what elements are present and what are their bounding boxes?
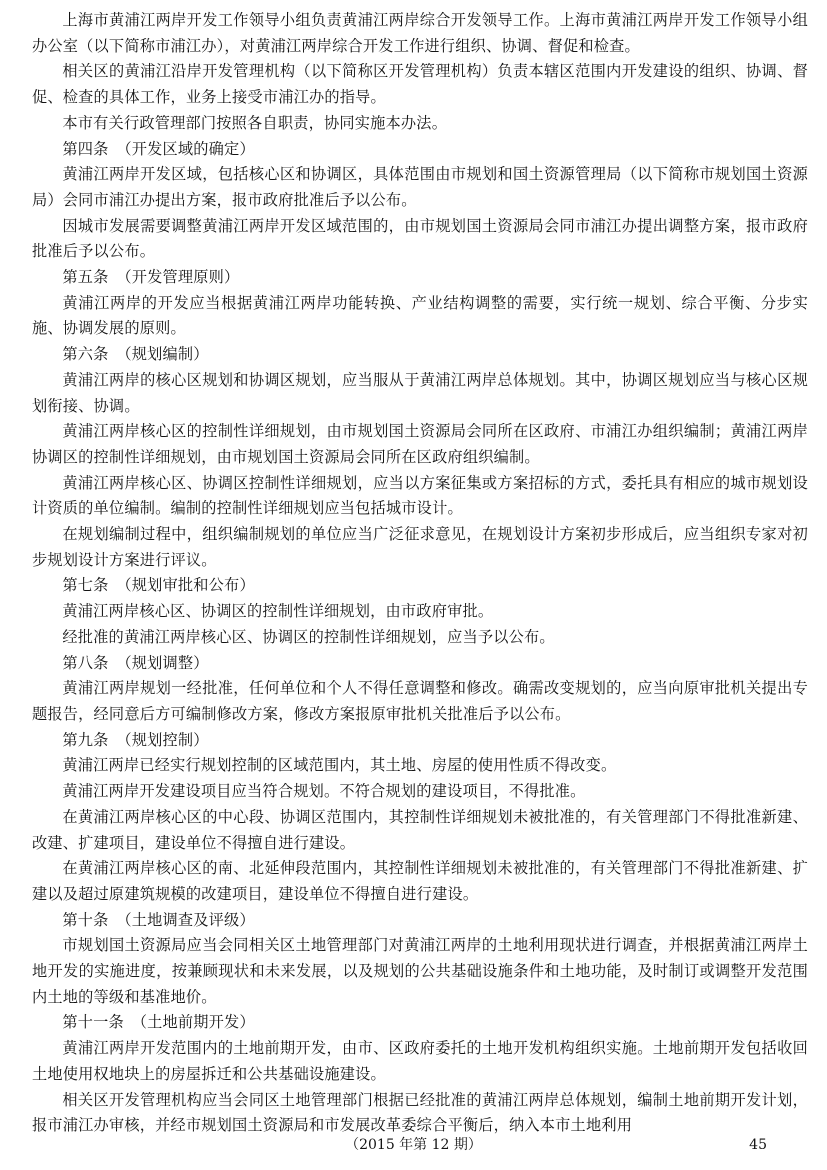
body-paragraph: 黄浦江两岸核心区、协调区的控制性详细规划，由市政府审批。 [62,602,494,621]
body-paragraph: 上海市黄浦江两岸开发工作领导小组负责黄浦江两岸综合开发领导工作。上海市黄浦江两岸开发工作领导小组办公室（以下简称市浦江办），对黄浦江两岸综合开发工作进行组织、协调、督促和检查。 [32,11,808,55]
body-paragraph: 在规划编制过程中，组织编制规划的单位应当广泛征求意见，在规划设计方案初步形成后，应当组织专家对初步规划设计方案进行评议。 [32,525,808,569]
body-paragraph: 经批准的黄浦江两岸核心区、协调区的控制性详细规划，应当予以公布。 [62,627,555,646]
article-heading: 第六条 （规划编制） [62,345,209,364]
body-paragraph: 黄浦江两岸已经实行规划控制的区域范围内，其土地、房屋的使用性质不得改变。 [62,756,617,775]
body-paragraph: 因城市发展需要调整黄浦江两岸开发区域范围的，由市规划国土资源局会同市浦江办提出调整方案，报市政府批准后予以公布。 [32,216,808,261]
issue-label: （2015 年第 12 期） [345,1137,482,1153]
body-paragraph: 黄浦江两岸规划一经批准，任何单位和个人不得任意调整和修改。确需改变规划的，应当向原审批机关提出专题报告，经同意后方可编制修改方案，修改方案报原审批机关批准后予以公布。 [32,679,808,723]
body-paragraph: 黄浦江两岸开发范围内的土地前期开发，由市、区政府委托的土地开发机构组织实施。土地前期开发包括收回土地使用权地块上的房屋拆迁和公共基础设施建设。 [32,1039,808,1083]
article-heading: 第五条 （开发管理原则） [62,268,240,287]
body-paragraph: 在黄浦江两岸核心区的南、北延伸段范围内，其控制性详细规划未被批准的，有关管理部门不得批准新建、扩建以及超过原建筑规模的改建项目，建设单位不得擅自进行建设。 [32,859,808,903]
body-paragraph: 本市有关行政管理部门按照各自职责，协同实施本办法。 [62,113,448,132]
article-heading: 第九条 （规划控制） [62,730,209,749]
body-paragraph: 市规划国土资源局应当会同相关区土地管理部门对黄浦江两岸的土地利用现状进行调查，并根据黄浦江两岸土地开发的实施进度，按兼顾现状和未来发展，以及规划的公共基础设施条件和土地功能，及时制订或调整开发范围内土地的等级和基准地价。 [32,936,808,1006]
body-paragraph: 黄浦江两岸开发区域，包括核心区和协调区，具体范围由市规划和国土资源管理局（以下简称市规划国土资源局）会同市浦江办提出方案，报市政府批准后予以公布。 [32,165,808,209]
page-number: 45 [749,1137,767,1153]
article-heading: 第四条 （开发区域的确定） [62,139,255,158]
article-heading: 第十条 （土地调查及评级） [62,910,255,929]
document-body [32,8,808,1139]
body-paragraph: 黄浦江两岸开发建设项目应当符合规划。不符合规划的建设项目，不得批准。 [62,782,586,801]
page-footer [0,1133,827,1157]
body-paragraph: 黄浦江两岸核心区、协调区控制性详细规划，应当以方案征集或方案招标的方式，委托具有相应的城市规划设计资质的单位编制。编制的控制性详细规划应当包括城市设计。 [32,473,808,518]
article-heading: 第八条 （规划调整） [62,653,209,672]
body-paragraph: 黄浦江两岸的核心区规划和协调区规划，应当服从于黄浦江两岸总体规划。其中，协调区规划应当与核心区规划衔接、协调。 [32,370,808,415]
body-paragraph: 相关区的黄浦江沿岸开发管理机构（以下简称区开发管理机构）负责本辖区范围内开发建设的组织、协调、督促、检查的具体工作，业务上接受市浦江办的指导。 [32,62,808,107]
body-paragraph: 在黄浦江两岸核心区的中心段、协调区范围内，其控制性详细规划未被批准的，有关管理部门不得批准新建、改建、扩建项目，建设单位不得擅自进行建设。 [32,807,808,852]
article-heading: 第十一条 （土地前期开发） [62,1013,255,1032]
body-paragraph: 黄浦江两岸的开发应当根据黄浦江两岸功能转换、产业结构调整的需要，实行统一规划、综合平衡、分步实施、协调发展的原则。 [32,293,808,338]
body-paragraph: 黄浦江两岸核心区的控制性详细规划，由市规划国土资源局会同所在区政府、市浦江办组织编制；黄浦江两岸协调区的控制性详细规划，由市规划国土资源局会同所在区政府组织编制。 [32,422,808,466]
body-paragraph: 相关区开发管理机构应当会同区土地管理部门根据已经批准的黄浦江两岸总体规划，编制土地前期开发计划，报市浦江办审核，并经市规划国土资源局和市发展改革委综合平衡后，纳入本市土地利用 [32,1090,808,1135]
article-heading: 第七条 （规划审批和公布） [62,576,255,595]
